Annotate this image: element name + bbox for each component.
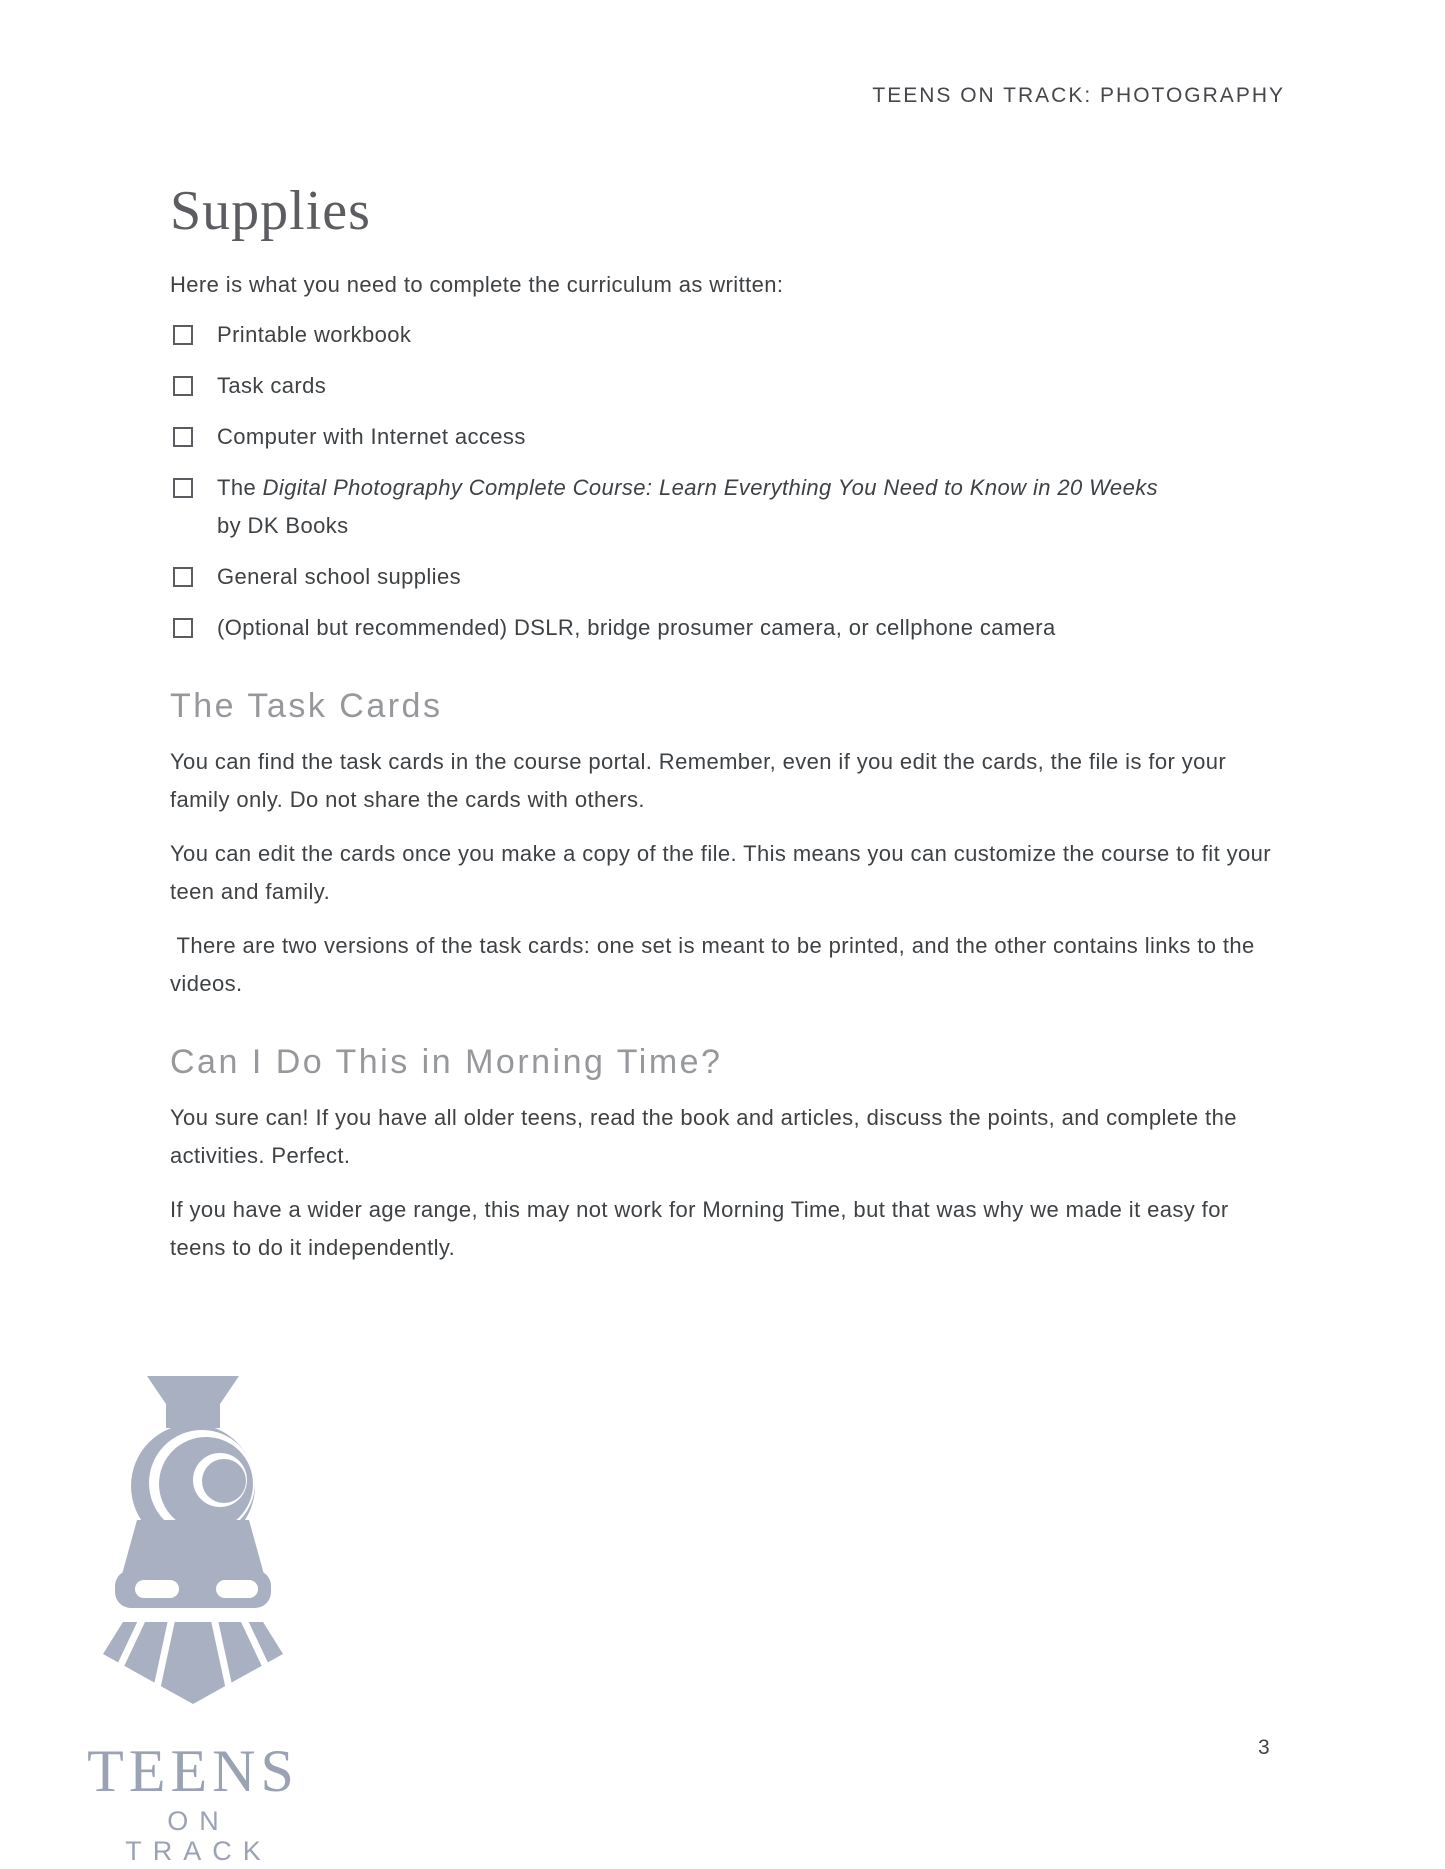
checklist-item <box>170 469 1278 545</box>
checklist-item-label <box>217 469 1158 545</box>
checkbox-icon <box>173 478 193 498</box>
running-header: TEENS ON TRACK: PHOTOGRAPHY <box>872 84 1285 107</box>
paragraph: There are two versions of the task cards: one set is meant to be printed, and the other contains links to the videos. <box>170 933 1255 996</box>
checklist-item <box>170 418 1278 456</box>
checklist-item <box>170 367 1278 405</box>
checklist-item-label: Printable workbook <box>217 322 412 347</box>
checkbox-icon <box>173 325 193 345</box>
checkbox-icon <box>173 376 193 396</box>
book-item-prefix: The <box>217 475 263 500</box>
checklist-item <box>170 558 1278 596</box>
supplies-checklist <box>170 316 1278 647</box>
checkbox-icon <box>173 618 193 638</box>
page-title: Supplies <box>170 180 371 242</box>
checklist-item <box>170 609 1278 647</box>
paragraph: You sure can! If you have all older teens, read the book and articles, discuss the points, and complete the activities. Perfect. <box>170 1105 1237 1168</box>
book-item-suffix: by DK Books <box>217 513 349 538</box>
main-content <box>170 150 1278 1283</box>
train-logo-icon <box>103 1372 283 1704</box>
checklist-item-label: Computer with Internet access <box>217 424 526 449</box>
logo-wordmark-teens: TEENS <box>87 1738 299 1804</box>
checklist-item-label: General school supplies <box>217 564 462 589</box>
paragraph: You can edit the cards once you make a copy of the file. This means you can customize the course to fit your teen and family. <box>170 841 1272 904</box>
logo-wordmark-on-track: ON TRACK <box>125 1806 272 1866</box>
section-heading: Can I Do This in Morning Time? <box>170 1043 723 1081</box>
checklist-item <box>170 316 1278 354</box>
paragraph: If you have a wider age range, this may not work for Morning Time, but that was why we made it easy for teens to do it independently. <box>170 1197 1229 1260</box>
checkbox-icon <box>173 567 193 587</box>
brand-logo <box>84 1372 302 1866</box>
checklist-item-label: (Optional but recommended) DSLR, bridge prosumer camera, or cellphone camera <box>217 615 1056 640</box>
page-number: 3 <box>1258 1736 1270 1759</box>
checkbox-icon <box>173 427 193 447</box>
section-heading: The Task Cards <box>170 687 443 725</box>
paragraph: You can find the task cards in the course portal. Remember, even if you edit the cards, the file is for your family only. Do not share the cards with others. <box>170 749 1227 812</box>
book-title-italic: Digital Photography Complete Course: Learn Everything You Need to Know in 20 Weeks <box>262 475 1159 500</box>
checklist-item-label: Task cards <box>217 373 327 398</box>
section-morning-time <box>170 1043 1278 1267</box>
intro-text: Here is what you need to complete the curriculum as written: <box>170 272 784 297</box>
section-task-cards <box>170 687 1278 1003</box>
